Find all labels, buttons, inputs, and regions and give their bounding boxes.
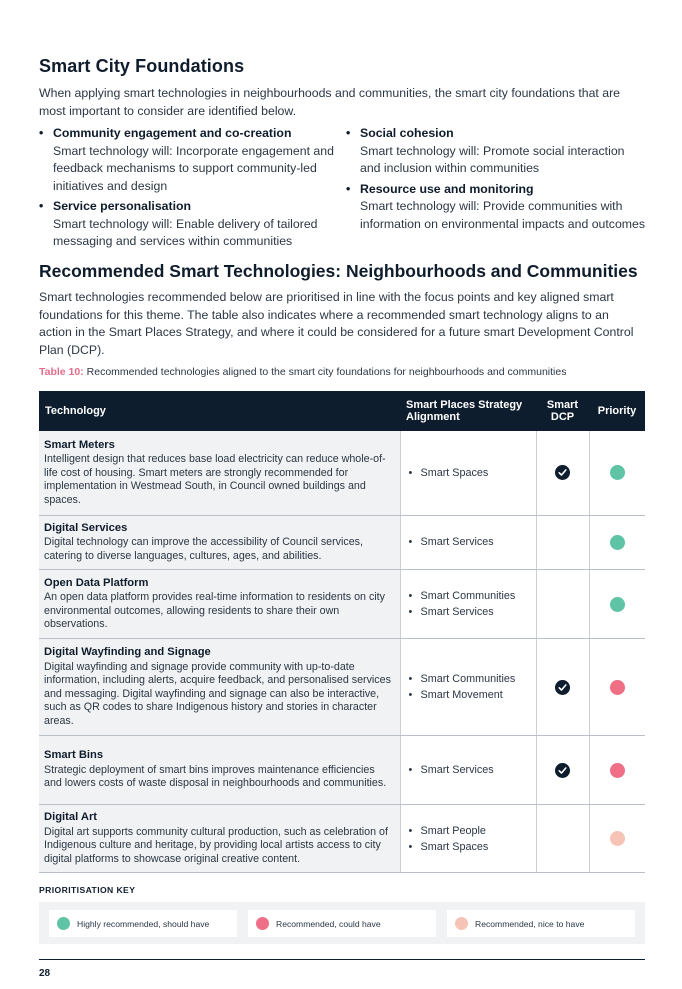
header-dcp: Smart DCP	[536, 391, 589, 431]
priority-cell	[589, 515, 645, 570]
alignment-cell	[400, 736, 536, 805]
foundation-desc: Smart technology will: Enable delivery of tailored messaging and services within communities	[53, 216, 318, 248]
key-label: Recommended, could have	[276, 918, 381, 929]
alignment-cell	[400, 570, 536, 639]
priority-dot-icon	[610, 680, 625, 695]
technology-name: Smart Meters	[44, 438, 115, 451]
foundation-item	[346, 125, 646, 178]
recommended-intro: Smart technologies recommended below are prioritised in line with the focus points and key aligned smart foundations for this theme. The table also indicates where a recommended smart technology aligns to an action in the Smart Places Strategy, and where it could be considered for a future smart Development Control Plan (DCP).	[39, 290, 634, 357]
bullet: •	[39, 126, 44, 140]
technology-cell	[39, 570, 400, 639]
check-circle-icon	[555, 465, 570, 480]
foundation-title: Service personalisation	[53, 199, 192, 213]
technology-description: Digital art supports community cultural production, such as celebration of Indigenous culture and heritage, by providing local artists access to city digital platforms to showcase original creative content.	[44, 825, 388, 865]
key-label: Recommended, nice to have	[475, 918, 585, 929]
technology-description: Digital technology can improve the accessibility of Council services, catering to diverse languages, cultures, ages, and abilities.	[44, 536, 363, 562]
technology-cell	[39, 515, 400, 570]
table-row	[39, 431, 645, 515]
foundations-intro: When applying smart technologies in neighbourhoods and communities, the smart city foundations that are most important to consider are identified below.	[39, 86, 621, 118]
foundation-item	[39, 198, 339, 251]
technology-cell	[39, 805, 400, 873]
technology-cell	[39, 431, 400, 515]
key-item-medium	[248, 910, 436, 937]
priority-dot-icon	[610, 763, 625, 778]
technology-cell	[39, 736, 400, 805]
alignment-cell	[400, 639, 536, 736]
alignment-item: • Smart People	[409, 823, 528, 839]
alignment-item: • Smart Services	[409, 534, 528, 550]
alignment-item: • Smart Spaces	[409, 839, 528, 855]
technology-name: Digital Services	[44, 521, 128, 534]
alignment-item: • Smart Services	[409, 762, 528, 778]
technology-name: Open Data Platform	[44, 576, 149, 589]
alignment-cell	[400, 431, 536, 515]
priority-cell	[589, 431, 645, 515]
check-circle-icon	[555, 680, 570, 695]
header-alignment: Smart Places Strategy Alignment	[400, 391, 536, 431]
priority-cell	[589, 570, 645, 639]
table-row	[39, 805, 645, 873]
table-body	[39, 431, 645, 873]
priority-dot-icon	[610, 831, 625, 846]
key-label: Highly recommended, should have	[77, 918, 210, 929]
alignment-cell	[400, 515, 536, 570]
footer-divider	[39, 959, 645, 960]
prioritisation-key-title: PRIORITISATION KEY	[39, 885, 136, 895]
table-caption-text: Recommended technologies aligned to the smart city foundations for neighbourhoods and communities	[83, 366, 567, 378]
foundation-item	[346, 181, 646, 234]
priority-dot-icon	[610, 465, 625, 480]
dcp-cell	[536, 736, 589, 805]
prioritisation-key	[39, 902, 645, 944]
key-item-high	[49, 910, 237, 937]
page-number: 28	[39, 968, 51, 979]
alignment-cell	[400, 805, 536, 873]
priority-dot-icon	[256, 917, 269, 930]
foundation-desc: Smart technology will: Promote social interaction and inclusion within communities	[360, 143, 625, 175]
foundation-title: Social cohesion	[360, 126, 454, 140]
priority-dot-icon	[455, 917, 468, 930]
table-caption-label: Table 10:	[39, 366, 84, 378]
table-header-row	[39, 391, 645, 431]
alignment-item: • Smart Services	[409, 604, 528, 620]
recommended-title: Recommended Smart Technologies: Neighbourhoods and Communities	[39, 261, 638, 281]
alignment-item: • Smart Communities	[409, 588, 528, 604]
foundations-list-right	[346, 125, 646, 236]
priority-cell	[589, 805, 645, 873]
header-priority: Priority	[589, 391, 645, 431]
foundations-list-left	[39, 125, 339, 254]
alignment-item: • Smart Spaces	[409, 465, 528, 481]
bullet: •	[346, 181, 351, 196]
header-technology: Technology	[39, 391, 400, 431]
table-caption	[39, 366, 566, 378]
foundation-item	[39, 125, 339, 195]
priority-dot-icon	[610, 597, 625, 612]
bullet: •	[346, 126, 351, 140]
technology-name: Digital Art	[44, 811, 98, 823]
dcp-cell	[536, 639, 589, 736]
foundations-title: Smart City Foundations	[39, 56, 245, 76]
dcp-cell	[536, 805, 589, 873]
bullet: •	[39, 199, 44, 213]
priority-cell	[589, 639, 645, 736]
technology-description: Strategic deployment of smart bins improves maintenance efficiencies and lowers costs of waste disposal in neighbourhoods and communities.	[44, 763, 387, 790]
alignment-item: • Smart Communities	[409, 671, 528, 687]
dcp-cell	[536, 515, 589, 570]
table-row	[39, 515, 645, 570]
alignment-item: • Smart Movement	[409, 687, 528, 703]
technology-description: An open data platform provides real-time information to residents on city environmental outcomes, allowing residents to share their own observations.	[44, 591, 385, 630]
table-row	[39, 736, 645, 805]
technology-cell	[39, 639, 400, 736]
table-row	[39, 639, 645, 736]
foundation-desc: Smart technology will: Incorporate engagement and feedback mechanisms to support community-led initiatives and design	[53, 143, 334, 193]
dcp-cell	[536, 431, 589, 515]
priority-dot-icon	[57, 917, 70, 930]
priority-dot-icon	[610, 535, 625, 550]
foundation-title: Community engagement and co-creation	[53, 126, 292, 140]
key-item-low	[447, 910, 635, 937]
technology-description: Intelligent design that reduces base load electricity can reduce whole-of-life cost of housing. Smart meters are strongly recommended for implementation in Westmead South, in Council owned buildings and spaces.	[44, 453, 386, 506]
technology-description: Digital wayfinding and signage provide community with up-to-date information, including alerts, acquire feedback, and personalised services and messaging. Digital wayfinding and signage can also be interactive, such as QR codes to share Indigenous history and stories in character areas.	[44, 660, 391, 727]
foundation-title: Resource use and monitoring	[360, 181, 534, 196]
technology-table	[39, 391, 645, 873]
foundation-desc: Smart technology will: Provide communities with information on environmental impacts and outcomes	[360, 199, 646, 231]
dcp-cell	[536, 570, 589, 639]
table-row	[39, 570, 645, 639]
technology-name: Digital Wayfinding and Signage	[44, 646, 211, 658]
priority-cell	[589, 736, 645, 805]
check-circle-icon	[555, 763, 570, 778]
technology-name: Smart Bins	[44, 749, 104, 762]
